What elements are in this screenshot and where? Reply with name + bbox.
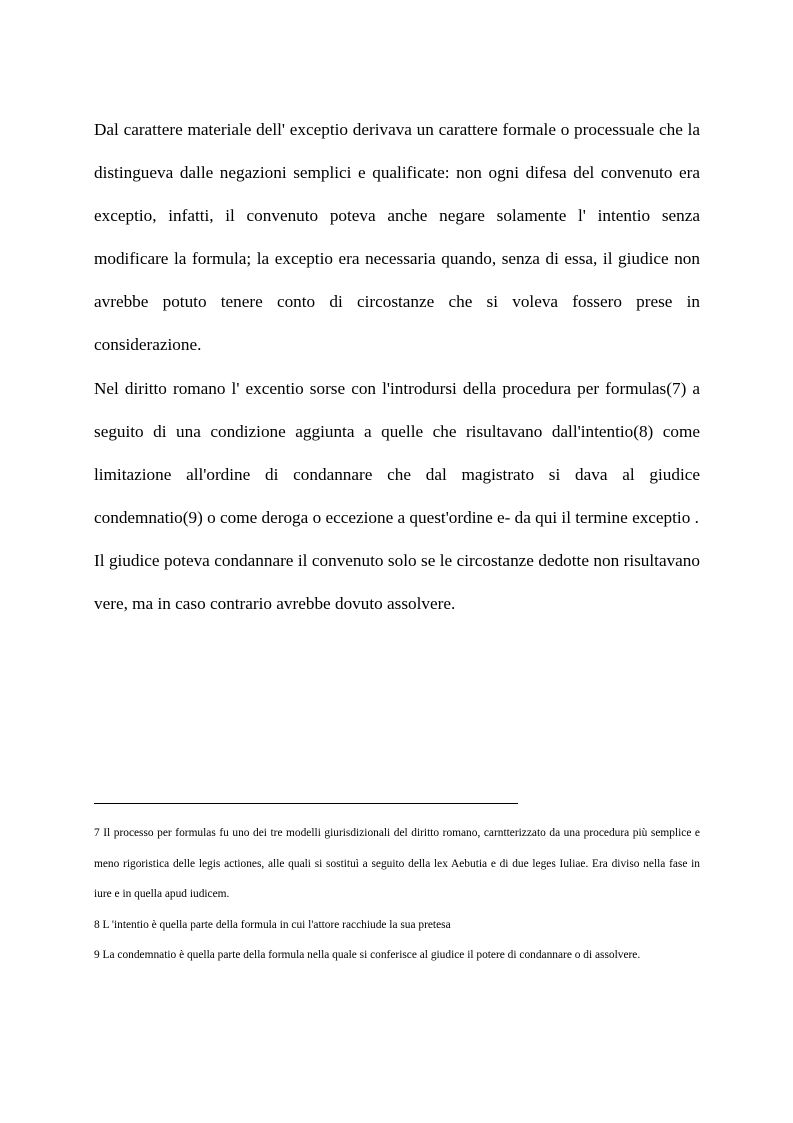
footnote-8: 8 L 'intentio è quella parte della formula in cui l'attore racchiude la sua pretesa (94, 918, 451, 931)
body-text (94, 108, 700, 625)
paragraph-roman-law-origin: Nel diritto romano l' excentio sorse con l'introdursi della procedura per formulas(7) a seguito di una condizione aggiunta a quelle che risultavano dall'intentio(8) come limitazione all'ordine di condannare che dal magistrato si dava al giudice condemnatio(9) o come deroga o eccezione a quest'ordine e- da qui il termine exceptio . (94, 378, 700, 527)
footnote-7: 7 Il processo per formulas fu uno dei tre modelli giurisdizionali del diritto romano, carntterizzato da una procedura più semplice e meno rigoristica delle legis actiones, alle quali si sostituì a seguito della lex Aebutia e di due leges Iuliae. Era diviso nella fase in iure e in quella apud iudicem. (94, 827, 700, 900)
paragraph-judge-power: Il giudice poteva condannare il convenuto solo se le circostanze dedotte non risultavano vere, ma in caso contrario avrebbe dovuto assolvere. (94, 550, 700, 614)
paragraph-exceptio-formal-character: Dal carattere materiale dell' exceptio derivava un carattere formale o processuale che la distingueva dalle negazioni semplici e qualificate: non ogni difesa del convenuto era exceptio, infatti, il convenuto poteva anche negare solamente l' intentio senza modificare la formula; la exceptio era necessaria quando, senza di essa, il giudice non avrebbe potuto tenere conto di circostanze che si voleva fossero prese in considerazione. (94, 120, 700, 355)
footnote-separator (94, 803, 518, 804)
footnote-9: 9 La condemnatio è quella parte della formula nella quale si conferisce al giudice il potere di condannare o di assolvere. (94, 949, 641, 961)
footnotes (94, 818, 700, 971)
